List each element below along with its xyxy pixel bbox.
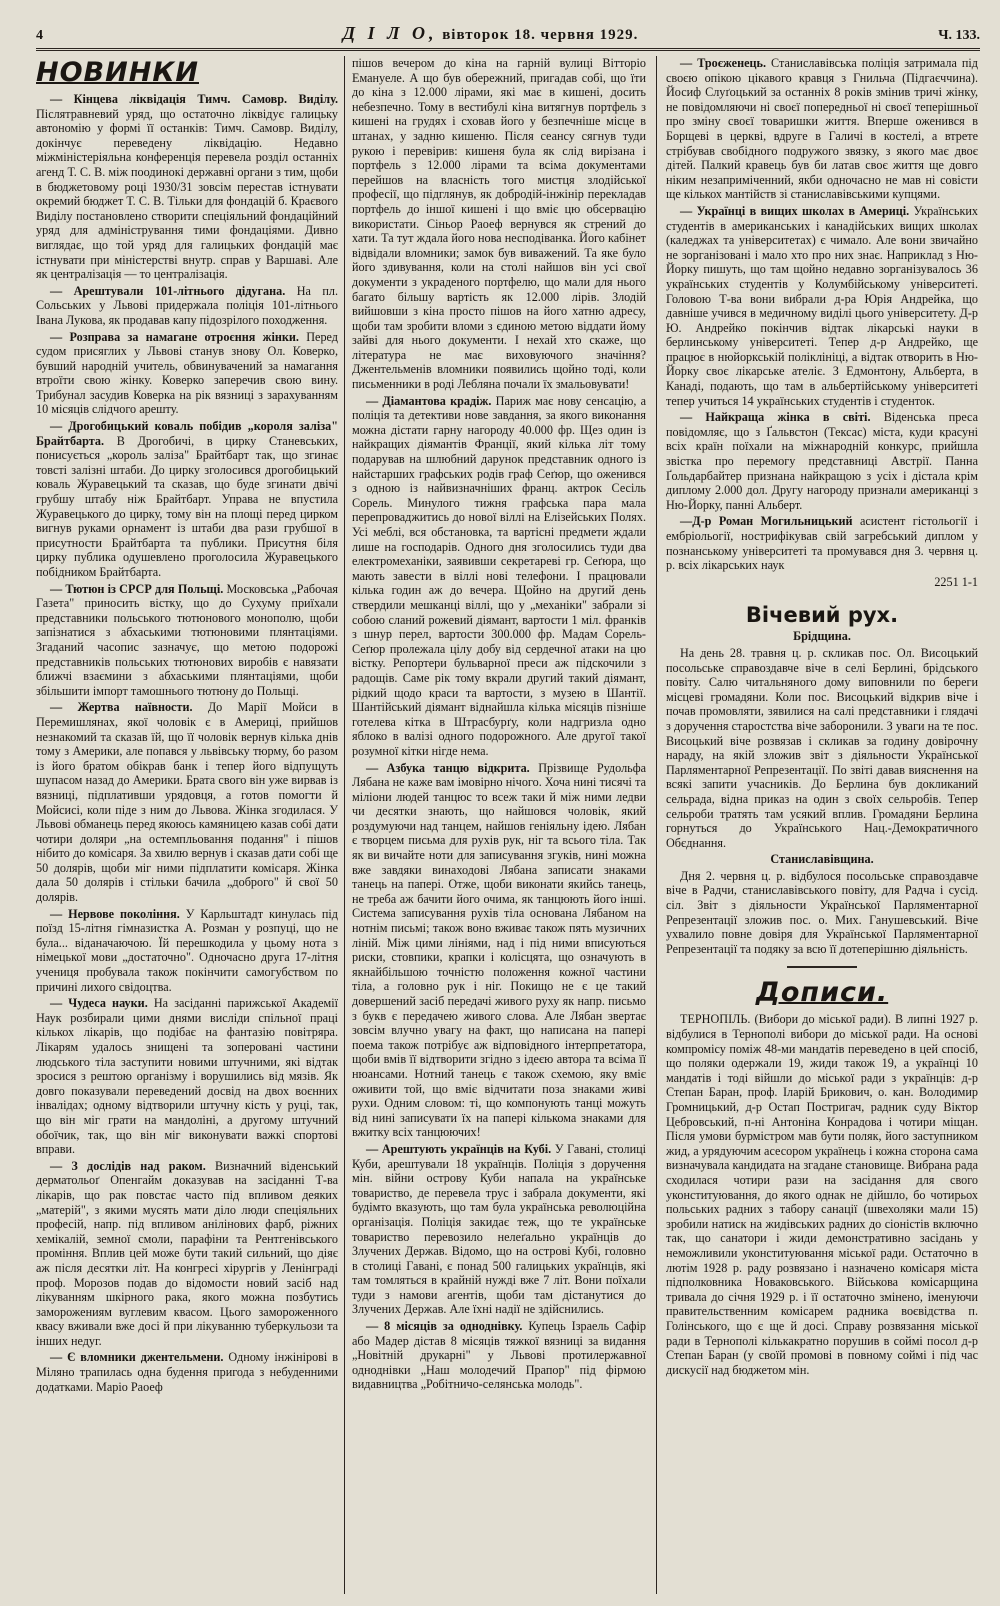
page-header [36, 18, 980, 51]
section-title-dopysy: Дописи. [755, 977, 889, 1009]
issue-number: Ч. 133. [938, 28, 980, 43]
separator-line [787, 966, 857, 968]
article: — Тютюн із СРСР для Польщі. Московська „Рабочая Газета" приносить вістку, що до Сухуму приїхали представники польського тютюнового монополю, щоби запізнатися з абхаськими тютюновими плянтаціями. Згаданий часопис зазначує, що метою подорожі представників польських тютюнових виробів є навязати ближчі взаємини з абхаськими плянтаціями, щоби збільшити імпорт тамошнього тютюну до Польщі. [36, 581, 338, 698]
article: — Арештували 101-літнього дідугана. На пл. Сольських у Львові придержала поліція 101-літнього Івана Лукова, як продавав капу підозрілого походження. [36, 283, 338, 327]
article: На день 28. травня ц. р. скликав пос. Ол. Висоцький посольське справоздавче віче в селі Берлині, брідського повіту. Салю читальняного дому виповнили по береги місцеві громадяни. Коли пос. Висоцький відкрив віче і почав промовляти, зявилися на салі представники і глядачі з доручення старостства віче заборонили. З уваги на те пос. Висоцький віче розвязав і скликав за годину довірочну нараду, на якій зложив звіт з діяльности Української Парляментарної Репрезентації. По звіті давав вияснення на всякі запити учасників. До Берлина був докликаний сельрада, відна приказ на один з своїх сельробів. Тепер сельроби тратять там усякий вплив. Громадяни Берлина горнуться до Українського Нац.-Демократичного Обєднання. [666, 645, 978, 850]
column-1 [36, 56, 338, 1598]
article: — Є вломники джентельмени. Одному інжінірові в Міляно трапилась одна будення пригода з небуденними додатками. Маріо Раоеф [36, 1350, 338, 1394]
issue-date: вівторок 18. червня 1929. [442, 27, 639, 43]
column-rule [344, 56, 345, 1594]
section-title-veche: Вічевий рух. [745, 603, 899, 628]
article: пішов вечером до кіна на гарній вулиці Вітторіо Емануеле. А що був обережний, пригадав собі, що їти до кіна з 12.000 лірами, які має в кишені, досить небезпечно. Тому в вестибулі кіна витягнув портфель з кишені на грудях і сховав його у безпечніше місце в штанах, у задню кишеню. Після сеансу сягнув туди рукою і перевірив: кишеня була як слід вирізана і портфель з 12.000 лірами та всіма документами перейшов на власність того мистця злодійської професії, що підглянув, як добродій-інжінір перекладав портфель до іншої кишені і що вміє цю обсервацію використати. Сіньор Раоеф вернувся як стрений до хати. Та тут ждала його нова несподіванка. Його кабінет відвідали вломники; замок був виважений. Та яке було його здивування, коли на столі найшов він усі свої документи з украденого портфелю, що мали для нього багато більшу вартість як 12.000 лірів. Злодій вийшовши з кіна просто пішов на його хатню адресу, щоби там зробити вломи з єдиною метою віддати йому зайві для нього документи. І нехай хто скаже, що література не має виховуючого значіння? Джентельменів вломники появились щойно тоді, коли письменники в роді Лебляна почали їх змальовувати! [352, 56, 646, 392]
article: — Троєженець. Станиславівська поліція затримала під своєю опікою цікавого кравця з Гнильча (Підгаєччина). Йосиф Слуґоцький за останніх 8 років змінив тричі жінку, не повідомляючи ні своєї попередньої ні своєї теперішньої про зміну своєї товаришки життя. Вперше оженився в Борщеві в церкві, вдруге в Галичі в костелі, а втрете стрібував свобідного подружого звязку, з якого має двоє дітей. Палкий кравець був би латав своє життя ще довго ніким незаприміченний, якби одночасно не мав ні совісти ще кількох мантійств зі станиславівськими купцями. [666, 56, 978, 202]
article: — Азбука танцю відкрита. Прізвище Рудольфа Лябана не каже вам імовірно нічого. Хоча нині тисячі та міліони людей танцюс то всеж таки й між ними ледви чи десятки знають, що найшовся чоловік, який роздумуючи над танцем, найшов геніяльну ідею. Лябан є творцем письма для рухів рук, ніг та всього тіла. Так як ви вичайте ноти для записування згуків, нині можна вже завдяки винаходові Лябана записати знаками танець на папері. Отже, щоби виконати якийсь танець, не треба аж бачити його очима, як танцюють його інші. Система записування рухів тіла основана Лябаном на нотнім письмі; також воно вживає також пять музичних ліній. Між цими лініями, над і під ними вписуються риски, стовпики, крапки і колісцята, що означують в якнайбільшою точністю положення кожної частини тіла, а головно рук і ніг. Покищо не є це такий довершений засіб передачі живого руху як напр. письмо з букв є передачею живого слова. Але Лябан звертає зовсім влучно увагу на факт, що написана на папері поема також потрібує аж відповідного інтерпретатора, щоби вмів її відтворити згідно з ідеєю автора та всіма її нюансами. Нотний танець є також схемою, яку вміє оживити той, що вміє відчитати поза знаками живі рухи. Одним словом: ті, що компонують танці можуть від нині записувати їх на папері кількома знаками для вжитку всіх танцюючих! [352, 760, 646, 1140]
page-number: 4 [36, 28, 43, 43]
masthead-title: Д І Л О, [342, 23, 438, 43]
masthead [343, 23, 639, 48]
article: — Арештують українців на Кубі. У Гавані, столиці Куби, арештували 18 українців. Поліція з доручення мін. війни острову Куби напала на українське товариство, де перевела трус і забрала документи, які будімто вказують, що там була українська революційна організація. Поліція закидає теж, що те українське товариство перевозило нелеґально українців до Злучених Держав. Відомо, що на острові Кубі, головно в столиці Гавані, є понад 500 галицьких українців, які там томляться в крайній нужді вже 7 літ. Вони поїхали туди з намови агентів, щоби там дістанутися до Злучених Держав. Але їхні надії не здійснились. [352, 1141, 646, 1317]
article: — Кінцева ліквідація Тимч. Самовр. Виділу. Післятравневий уряд, що остаточно ліквідує галицьку автономію у формі її останків: Тимч. Самовр. Виділу, докінчує переведену ліквідацію. Недавно міжміністеріяльна конференція перевела розділ останніх агенд Т. С. В. між поодинокі державні органи з тим, щоби в бюджетовому році 1930/31 зовсім перестав істнувати окремий бюджет Т. С. В. Тільки для фондацій б. Краєвого Виділу постановлено створити спеціяльний фондаційний уряд для адміністрування тими фондаціями. Дивно виглядає, що той уряд для галицьких фондацій має істнувати при міністерстві внутр. справ у Варшаві. Але як централізація — то централізація. [36, 92, 338, 282]
subsection-title: Станиславівщина. [770, 852, 874, 867]
ad-code: 2251 1-1 [934, 574, 978, 589]
article: ТЕРНОПІЛЬ. (Вибори до міської ради). В липні 1927 р. відбулися в Тернополі вибори до міської ради. На основі компромісу поміж 48-ми мандатів переведено в цей спосіб, що поляки одержали 19, жиди також 19, а українці 10 мандатів і тоді війшли до міської ради з українців: д-р Степан Баран, проф. Іларій Брикович, о. кан. Володимир Громницький, д-р Остап Постригач, радник суду Віктор Цебровський, п-ні Антоніна Конрадова і чотири міщан. Після умови бурмістром мав бути поляк, його заступником жид, а урядуючим асесором українець і кожна сторона сама визначувала кандидата на згадане становище. Вибрана рада сходилася чотири рази на засідання для свого уконституювання, до якого однак не дійшло, бо чотирьох польських радних з табору санації (швехоляки мали 15) зробили натиск на жидівських радних до сіоністів включно так, що санатори і жиди демонстративно засідань у неможливили уконституювання міської ради. Остаточно в лютім 1928 р. раду розвязано і назначено комісаря міста підполковника Новаковського. Військова комісарщина тривала до січня 1929 р. і її остаточно змінено, іменуючи правительственним комісарем радника воєвідства п. Голінського, що є ще й досі. Справу розвязання міської ради в Тернополі кількакратно порушив в соймі посол д-р Степан Баран (у своїй промові в повному соймі і під час дискусії над бюджетом мін. [666, 1012, 978, 1377]
column-rule [656, 56, 657, 1594]
article: — Нервове покоління. У Карльштадт кинулась під поїзд 15-літня гімназистка А. Розман у розпуці, що не була... віданачаючою. Їй перешкодила у цьому нота з німецької мови „достаточно". Одночасно друга 17-літня учениця пробувала також покінчити самогубством по причині лихого свідоцтва. [36, 906, 338, 994]
article: — Українці в вищих школах в Америці. Українських студентів в американських і канадійських вищих школах (каледжах та університетах) є чимало. Але вони звичайно не зорганізовані і мало хто про них знає. Наприклад з Ню-Йорку пишуть, що там щойно недавно зорганізувалось 36 українських студентів у Колумбійському університеті. Головою Т-ва вони вибрали д-ра Юрія Андрейка, що давніше учився в медичному виділі цього університету. Д-р Ю. Андрейко покінчив відтак лікарські науки в берлинському університеті. Тепер д-р Андрейко, ще працює в нюйоркській поліклініці, а відтак отворить в Ню-Йорку своє лікарське ателіє. З Едмонтону, Альберта, в Канаді, подають, що там в альбертійському університеті тепер учиться 14 українських студентів і студенток. [666, 203, 978, 408]
article: — З дослідів над раком. Визначний віденський дерматольоґ Опенгайм доказував на засіданні Т-ва лікарів, що рак повстає часто під впливом деяких „матерій", з якими мусять мати діло люди спеціяльних професій, напр. під впливом анілінових фарб, ріжних хемікалій, земної смоли, парафіни та Рентгенівського проміння. Вплив цей може бути такий сильний, що діяє аж після десятки літ. На конгресі хірургів у Ленінграді проф. Морозов подав до відомости новий засіб над лікуванням шкірного рака, якого можна позбутись заморожениям вуглевим квасом. Цього замороженного квасу вживали вже досі й при лікуванню туберкульози та інших недуг. [36, 1158, 338, 1348]
article: — Жертва наївности. До Марії Мойси в Перемишлянах, якої чоловік є в Америці, прийшов незнакомий та сказав їй, що її чоловік вернув кілька днів тому з Америки, але попався у львівську тюрму, бо разом із його братом обікрав банк і тепер його відпущуть шупасом назад до Америки. Брата свого він уже вирвав із вязниці, підплативши урядовця, а готов помогти й Мойсисі, коли піде з ним до Львова. Жінка згодилася. У Львові обманець перед якоюсь камяницею казав собі дати чотири доляри „на остемпльовання подання" і пішов нібито до комісаря. За хвилю вернув і сказав дати собі ще 50 долярів, щоби міг ними підплатити комісаря. Жінка дала 50 долярів і стільки бачила „доброго" й свої 50 долярів. [36, 700, 338, 905]
section-title-novynky: НОВИНКИ [36, 57, 199, 88]
article: — Чудеса науки. На засіданні парижської Академії Наук розбирали цими днями висліди спільної праці кількох лікарів, що подібає на фантазію повітряра. Лікарям удалось знищені та зоперовані частини людського тіла заступити новими штучними, які відтак зросися з рештою організму і ворушились від мязів. Як довго показували переведений досвід на двох воєнних інвалідах; одному відтворили штучну кість у руці, так, що він міг грати на мандоліні, а другому штучний обоїчик, так, що він міг виконувати важкі спортові вправи. [36, 996, 338, 1157]
article: — Дрогобицький коваль побідив „короля заліза" Брайтбарта. В Дрогобичі, в цирку Станевських, понисується „король заліза" Брайтбарт так, що згинає товсті залізні штаби. До цирку зголосився дрогобицький коваль Журавецький та сказав, що буде згинати двічі грубшу штабу ніж Брайтбарт. Управа не впустила Журавецького до цирку, тому він на площі перед цирком вигнув руками орнамент із штаби два рази грубшої в присутности Брайтбарта та публики. Присутня біля цирку публика одушевлено проголосила Журавецького побідником Брайтбарта. [36, 419, 338, 579]
article: — Діамантова крадіж. Париж має нову сенсацію, а поліція та детективи нове завдання, за якого виконання можна дістати гарну нагороду 40.000 фр. Щез один із найкращих діямантів Франції, який кілька літ тому подарував на шлюбний дарунок представник одного із найстарших графських родів граф Сеґюр, що оженився з одною із найвизначніших франц. актрок Сесіль Сорель. Минулого тижня графська пара мала перепроваджитись до нової віллі на Елізейських Полях. Усі меблі, вся обстановка, та вартісні предмети ждали лише на господарів. Одного дня зголосились туди два електромеханіки, заявивши секретареві гр. Сеґюра, що мають завести в віллі нові телефони. І працювали кілька годин аж до вечера. Щойно на другий день ствердили мешканці віллі, що у „механіки" забрали зі собою сланий рожевий діямант, вартости 1 міл. франків з шнур перел, вартости 300.000 фр. Мадам Сорель-Сеґюр пролежала цілу добу від сердечної атаки на цю вістку. Репортери бульварної преси аж підскочили з радощів. Саме рік тому вкрали другий такий діямант, рідкий щодо краси та вартости, з музею в Шантії. Шантійський діямант віднайшла кілька місяців пізніше готелева кітка в Штрасбурґу, коли надгризла одно яблоко в валізі одного подорожного. Але другої такої розумної кітки нігде нема. [352, 393, 646, 758]
article: Дня 2. червня ц. р. відбулося посольське справоздавче віче в Радчи, станиславівського повіту, для Радча і сусід. сіл. Звіт з діяльности Української Парляментарної Репрезентації зложив пос. о. Мих. Ганушевський. Віче ухвалило повне довіря для Української Парляментарної Репрезентації та подяку за всю її дотеперішню діяльність. [666, 868, 978, 956]
article: — Розправа за намагане отроєння жінки. Перед судом присяглих у Львові станув знову Ол. Коверко, бувший народній учитель, обвинувачений за намагання втроїти свою жінку. Коверко заперечив свою вину. Трибунал засудив Коверка на рік вязниці з зарахуванням 10 місяців слідчого арешту. [36, 329, 338, 417]
column-3 [666, 56, 978, 1598]
subsection-title: Брідщина. [793, 629, 851, 644]
article: — 8 місяців за одноднівку. Купець Ізраель Сафір або Мадер дістав 8 місяців тяжкої вязниці за видання „Новітній друкарні" у Львові протилержавної одноднівки „Наш молодечий Прапор" під фірмою видавництва „Робітничо-селянська молодь". [352, 1319, 646, 1392]
column-2 [352, 56, 646, 1598]
article: — Найкраща жінка в світі. Віденська преса повідомляє, що з Ґальвстон (Тексас) міста, куди красуні всіх країн поїхали на міжнародній конкурс, прийшла звістка про перемогу представниці Австрії. Панна Ґольдарбайтер признана найкращою з усіх і дістала крім диплому 2.000 дол. Другу нагороду признали американці з Ню-Йорку, панні Альберт. [666, 410, 978, 512]
article: —Д-р Роман Могильницький асистент гістольогії і ембріольогії, нострифікував свій загребський диплом у познанському університеті та промувався дня 3. червня ц. р. всіх лікарських наук [666, 514, 978, 573]
